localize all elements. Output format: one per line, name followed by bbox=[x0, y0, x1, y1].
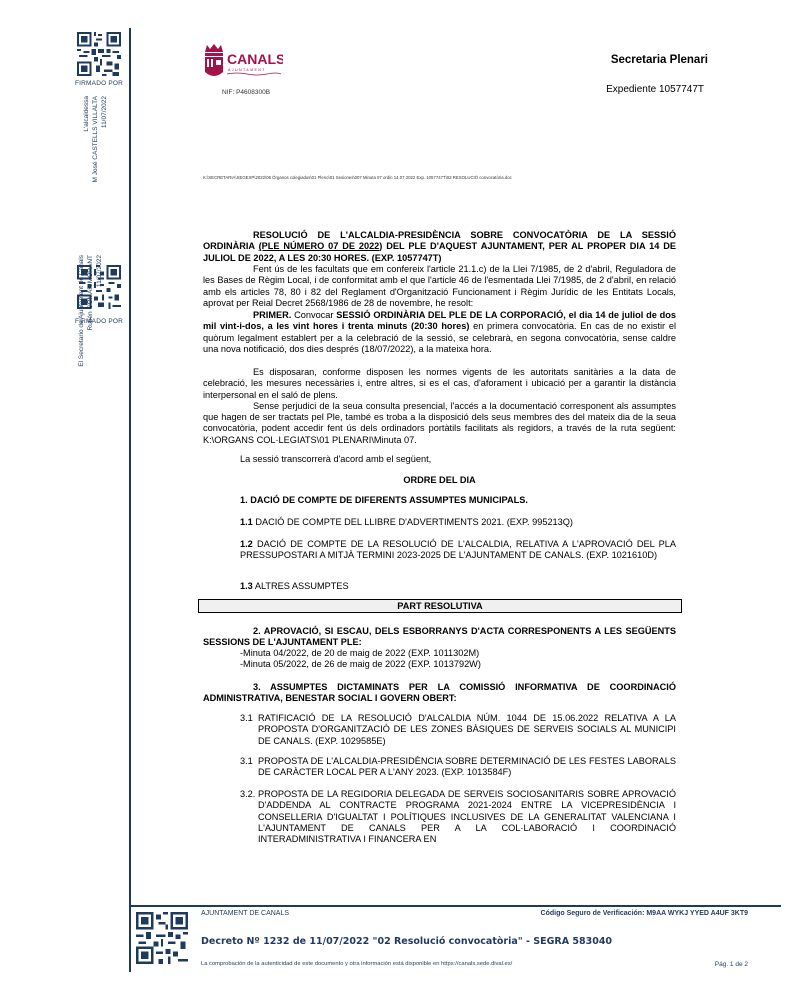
item-text: RATIFICACIÓ DE LA RESOLUCIÓ D'ALCALDIA NÚM. 1044 DE 15.06.2022 RELATIVA A LA PROPOSTA D'ORGANITZACIÓ DE LES ZONES BÀSIQUES DE SERVEIS SOCIALS AL MUNICIPI DE CANALS. (EXP. 1029585E) bbox=[258, 713, 676, 746]
footer-verification-link[interactable]: La comprobación de la autenticidad de este documento y otra información está disponible en https://canals.sede.dival.es/ bbox=[201, 961, 513, 967]
item-number: 1.2 bbox=[240, 539, 253, 549]
page-number: Pág. 1 de 2 bbox=[714, 961, 748, 968]
agenda-item bbox=[240, 789, 676, 845]
agenda-item bbox=[240, 756, 676, 779]
item-number: 3.2. bbox=[240, 789, 256, 799]
footer-entity: AJUNTAMENT DE CANALS bbox=[201, 910, 290, 917]
nif: NIF: P4608300B bbox=[222, 89, 271, 96]
canals-logo bbox=[203, 42, 283, 82]
signer-name: Rubén GOMAR MORANT bbox=[87, 255, 94, 331]
agenda-section-1: 1. DACIÓ DE COMPTE DE DIFERENTS ASSUMPTES MUNICIPALS. bbox=[240, 495, 528, 505]
signed-by-label: FIRMADO POR bbox=[74, 318, 124, 325]
footer-csv-code: Código Seguro de Verificación: M9AA WYKJ YYED A4UF 3KT9 bbox=[540, 910, 748, 917]
item-number: 1.3 bbox=[240, 581, 253, 591]
expediente-number: Expediente 1057747T bbox=[606, 84, 704, 95]
signer-role: El Secretario de Ajuntament de Canals bbox=[78, 255, 85, 367]
footer-rule bbox=[129, 905, 781, 907]
agenda-item bbox=[240, 713, 676, 747]
agenda-item bbox=[240, 539, 676, 562]
agenda-section-3: 3. ASSUMPTES DICTAMINATS PER LA COMISSIÓ INFORMATIVA DE COORDINACIÓ ADMINISTRATIVA, BENESTAR SOCIAL I GOVERN OBERT: bbox=[203, 682, 676, 704]
item-number: 3.1 bbox=[240, 756, 253, 766]
verification-qr-code bbox=[136, 912, 188, 964]
footer-decree: Decreto Nº 1232 de 11/07/2022 "02 Resolució convocatòria" - SEGRA 583040 bbox=[201, 936, 613, 947]
agenda-item bbox=[240, 517, 676, 528]
primer-label: PRIMER. bbox=[253, 310, 292, 320]
logo-subtext: AJUNTAMENT bbox=[228, 68, 266, 72]
sanitary-text: Es disposaran, conforme disposen les normes vigents de les autoritats sanitàries a la data de celebració, les mesures necessàries i, entre altres, si es el cas, d'aforament i ubicació per a garantir la distància interpersonal en el saló de plens. bbox=[203, 367, 676, 400]
signer-name: M José CASTELLS VILLALTA bbox=[92, 96, 99, 183]
title-part: RESOLUCIÓ DE L'ALCALDIA-PRESIDÈNCIA SOBRE CONVOCATÒRIA DE LA SESSIÓ ORDINÀRIA bbox=[203, 230, 676, 252]
signer-block bbox=[77, 255, 104, 395]
primer-session: SESSIÓ ORDINÀRIA DEL PLE DE LA CORPORACIÓ, el dia 14 de juliol de dos mil vint-i-dos, a les vint hores i trenta minuts (20:30 hores) bbox=[203, 310, 676, 332]
item-text: DACIÓ DE COMPTE DE LA RESOLUCIÓ DE L'ALCALDIA, RELATIVA A L'APROVACIÓ DEL PLA PRESSUPOSTARI A MITJÀ TERMINI 2023-2025 DE L'AJUNTAMENT DE CANALS. (EXP. 1021610D) bbox=[240, 539, 676, 561]
signer-date: 11/07/2022 bbox=[96, 255, 103, 288]
agenda-item bbox=[240, 581, 676, 592]
department-title: Secretaria Plenari bbox=[610, 54, 708, 66]
item-number: 1.1 bbox=[240, 517, 253, 527]
signed-by-label: FIRMADO POR bbox=[74, 80, 124, 87]
agenda-title: ORDRE DEL DIA bbox=[403, 475, 476, 485]
margin-rule bbox=[129, 28, 131, 972]
paragraph-intro-agenda: La sessió transcorrerà d'acord amb el següent, bbox=[240, 454, 432, 464]
minuta-item: -Minuta 05/2022, de 26 de maig de 2022 (EXP. 1013792W) bbox=[240, 659, 481, 669]
documentation-text: Sense perjudici de la seua consulta presencial, l'accés a la documentació corresponent als assumptes que hagen de ser tractats pel Ple, també es troba a la disposició dels seus membres des del mateix dia de la seua convocatòria, podent accedir fent ús dels ordinadors portàtils facilitats als regidors, a través de la ruta següent: K:\ORGANS COL·LEGIATS\01 PLENARI\Minuta 07. bbox=[203, 400, 676, 445]
logo-text: CANALS bbox=[227, 51, 283, 67]
item-text: DACIÓ DE COMPTE DEL LLIBRE D'ADVERTIMENTS 2021. (EXP. 995213Q) bbox=[252, 517, 573, 527]
signer-role: L'alcaldessa bbox=[83, 96, 90, 132]
item-text: PROPOSTA DE L'ALCALDIA-PRESIDÈNCIA SOBRE DETERMINACIÓ DE LES FESTES LABORALS DE CARÀCTER LOCAL PER A L'ANY 2023. (EXP. 1013584F) bbox=[258, 756, 676, 778]
primer-text: en primera convocatòria. En cas de no existir el quòrum legalment establert per a la celebració de la sessió, se celebrarà, en segona convocatòria, sense caldre una nova notificació, dos dies després (18/07/2022), a la mateixa hora. bbox=[203, 321, 676, 354]
minuta-item: -Minuta 04/2022, de 20 de maig de 2022 (EXP. 1011302M) bbox=[240, 648, 480, 658]
paragraph-sanitary bbox=[203, 367, 676, 446]
title-underlined: (PLE NÚMERO 07 DE 2022 bbox=[258, 241, 380, 252]
signature-qr-code bbox=[77, 32, 121, 76]
file-path: K:\SECRETARIA\SEGEXP\2022\06 Órganos colegiados\01 Pleno\01 Sesiones\007 Minuta 07 ordin 14.07.2022 Exp. 1057747T\02 RESOLUCIÓ convocatòria.doc bbox=[203, 175, 512, 180]
part-resolutiva-banner: PART RESOLUTIVA bbox=[198, 599, 682, 613]
item-number: 3.1 bbox=[240, 713, 253, 723]
primer-text: Convocar bbox=[291, 310, 337, 320]
item-text: PROPOSTA DE LA REGIDORIA DELEGADA DE SERVEIS SOCIOSANITARIS SOBRE APROVACIÓ D'ADDENDA AL CONTRACTE PROGRAMA 2021-2024 ENTRE LA VICEPRESIDÈNCIA I CONSELLERIA D'IGUALTAT I POLÍTIQUES INCLUSIVES DE LA GENERALITAT VALENCIANA I L'AJUNTAMENT DE CANALS PER A LA COL·LABORACIÓ I COORDINACIÓ INTERADMINISTRATIVA I FINANCERA EN bbox=[258, 789, 676, 845]
signer-block bbox=[82, 96, 109, 196]
paragraph-legal-basis: Fent ús de les facultats que em confereix l'article 21.1.c) de la Llei 7/1985, de 2 d'abril, Reguladora de les Bases de Règim Local, i de conformitat amb el que l'article 46 de l'esmentada Llei 7/1985, de 2 d'abril, en relació amb els articles 78, 80 i 82 del Reglament d'Organització Funcionament i Règim Jurídic de les Entitats Locals, aprovat per Reial Decret 2568/1986 de 28 de novembre, he resolt: bbox=[203, 264, 676, 308]
title-part: ) DEL PLE D'AQUEST AJUNTAMENT, PER AL PROPER DIA 14 DE JULIOL DE 2022, A LES 20:30 HORES. (EXP. 1057747T) bbox=[203, 241, 676, 263]
agenda-section-2: 2. APROVACIÓ, SI ESCAU, DELS ESBORRANYS D'ACTA CORRESPONENTS A LES SEGÜENTS SESSIONS DE L'AJUNTAMENT PLE: bbox=[203, 626, 676, 648]
item-text: ALTRES ASSUMPTES bbox=[252, 581, 349, 591]
paragraph-primer bbox=[203, 310, 676, 355]
signer-date: 11/07/2022 bbox=[101, 96, 108, 129]
resolution-title bbox=[203, 230, 676, 264]
